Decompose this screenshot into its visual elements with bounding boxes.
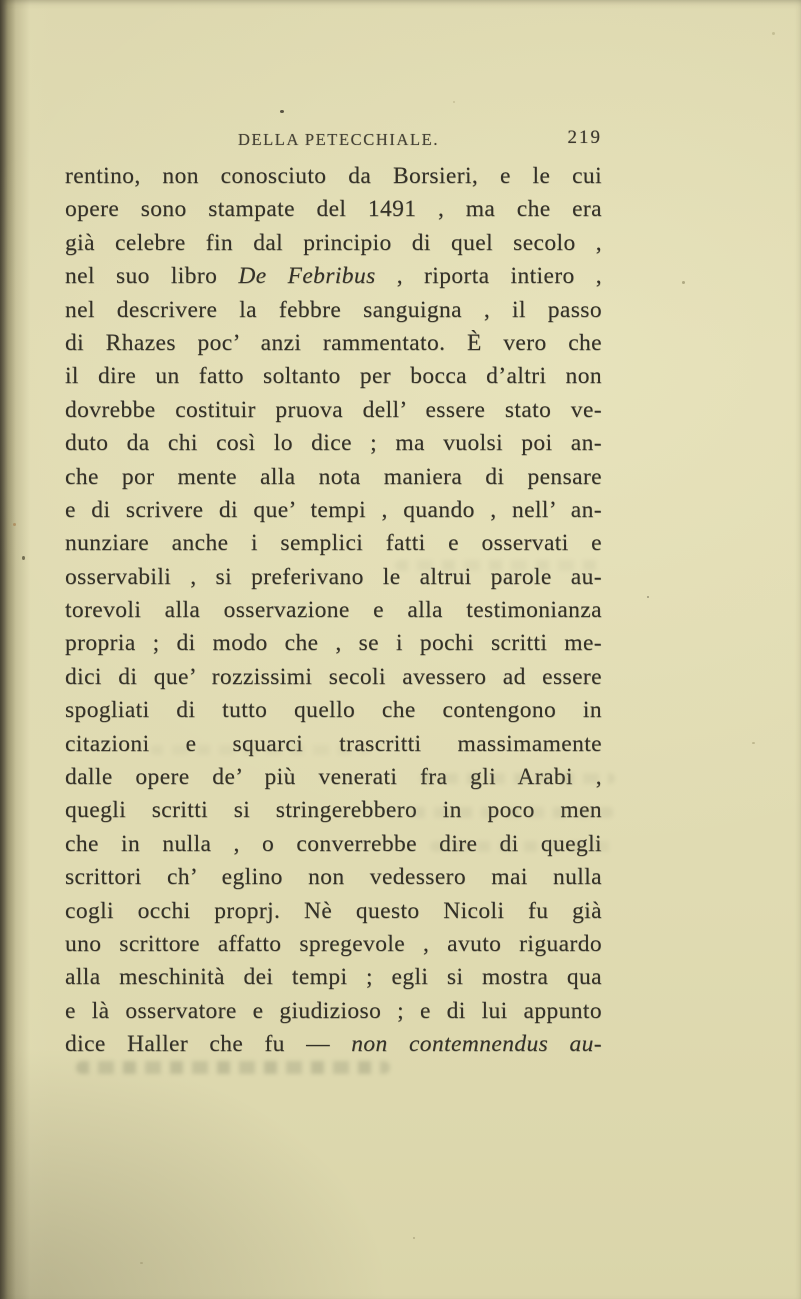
text-line: osservabili , si preferivano le altrui parole au- <box>65 563 602 590</box>
text-line: rentino, non conosciuto da Borsieri, e le cui <box>65 163 602 189</box>
text-block <box>65 160 602 1062</box>
text-line: dovrebbe costituir pruova dell’ essere stato ve- <box>65 396 602 423</box>
showthrough-ghost <box>76 1061 390 1074</box>
text-line: di Rhazes poc’ anzi rammentato. È vero che <box>65 329 602 356</box>
text-line: nel descrivere la febbre sanguigna , il passo <box>65 296 602 323</box>
text-line: che por mente alla nota maniera di pensare <box>65 463 602 490</box>
text-line: il dire un fatto soltanto per bocca d’altri non <box>65 363 602 390</box>
text-line: già celebre fin dal principio di quel secolo , <box>65 229 602 256</box>
text-line: e là osservatore e giudizioso ; e di lui appunto <box>65 997 602 1024</box>
text-line: dice Haller che fu — non contemnendus au- <box>65 1031 602 1058</box>
paper-speck <box>22 556 25 560</box>
paper-speck <box>13 523 16 526</box>
paper-speck <box>140 1262 143 1264</box>
text-line: nel suo libro De Febribus , riporta intiero , <box>65 263 603 290</box>
text-line: duto da chi così lo dice ; ma vuolsi poi an- <box>65 430 602 457</box>
running-title: DELLA PETECCHIALE. <box>237 130 440 149</box>
text-line: uno scrittore affatto spregevole , avuto riguardo <box>65 930 602 957</box>
text-line: propria ; di modo che , se i pochi scritti me- <box>65 630 602 657</box>
text-line: e di scrivere di que’ tempi , quando , nell’ an- <box>65 496 602 523</box>
paper-speck <box>682 281 685 284</box>
text-line: opere sono stampate del 1491 , ma che era <box>65 196 602 223</box>
text-line: torevoli alla osservazione e alla testimonianza <box>65 597 602 624</box>
text-line: dalle opere de’ più venerati fra gli Arabi , <box>65 764 602 791</box>
text-line: citazioni e squarci trascritti massimamente <box>65 730 602 757</box>
paper-speck <box>280 110 284 113</box>
text-line: alla meschinità dei tempi ; egli si mostra qua <box>65 964 602 991</box>
page-number: 219 <box>567 127 602 148</box>
paper-speck <box>752 742 755 744</box>
text-line: nunziare anche i semplici fatti e osservati e <box>65 530 602 557</box>
paper-speck <box>647 596 649 598</box>
paper-speck <box>453 101 455 103</box>
text-line: scrittori ch’ eglino non vedessero mai nulla <box>65 864 602 891</box>
paper-speck <box>413 1237 415 1239</box>
text-line: quegli scritti si stringerebbero in poco men <box>65 797 602 824</box>
text-line: cogli occhi proprj. Nè questo Nicoli fu già <box>65 897 602 924</box>
page-header <box>65 127 602 153</box>
paper-speck <box>772 32 775 35</box>
text-line: dici di que’ rozzissimi secoli avessero ad essere <box>65 663 602 690</box>
text-line: che in nulla , o converrebbe dire di quegli <box>65 830 602 857</box>
text-line: spogliati di tutto quello che contengono in <box>65 697 602 724</box>
